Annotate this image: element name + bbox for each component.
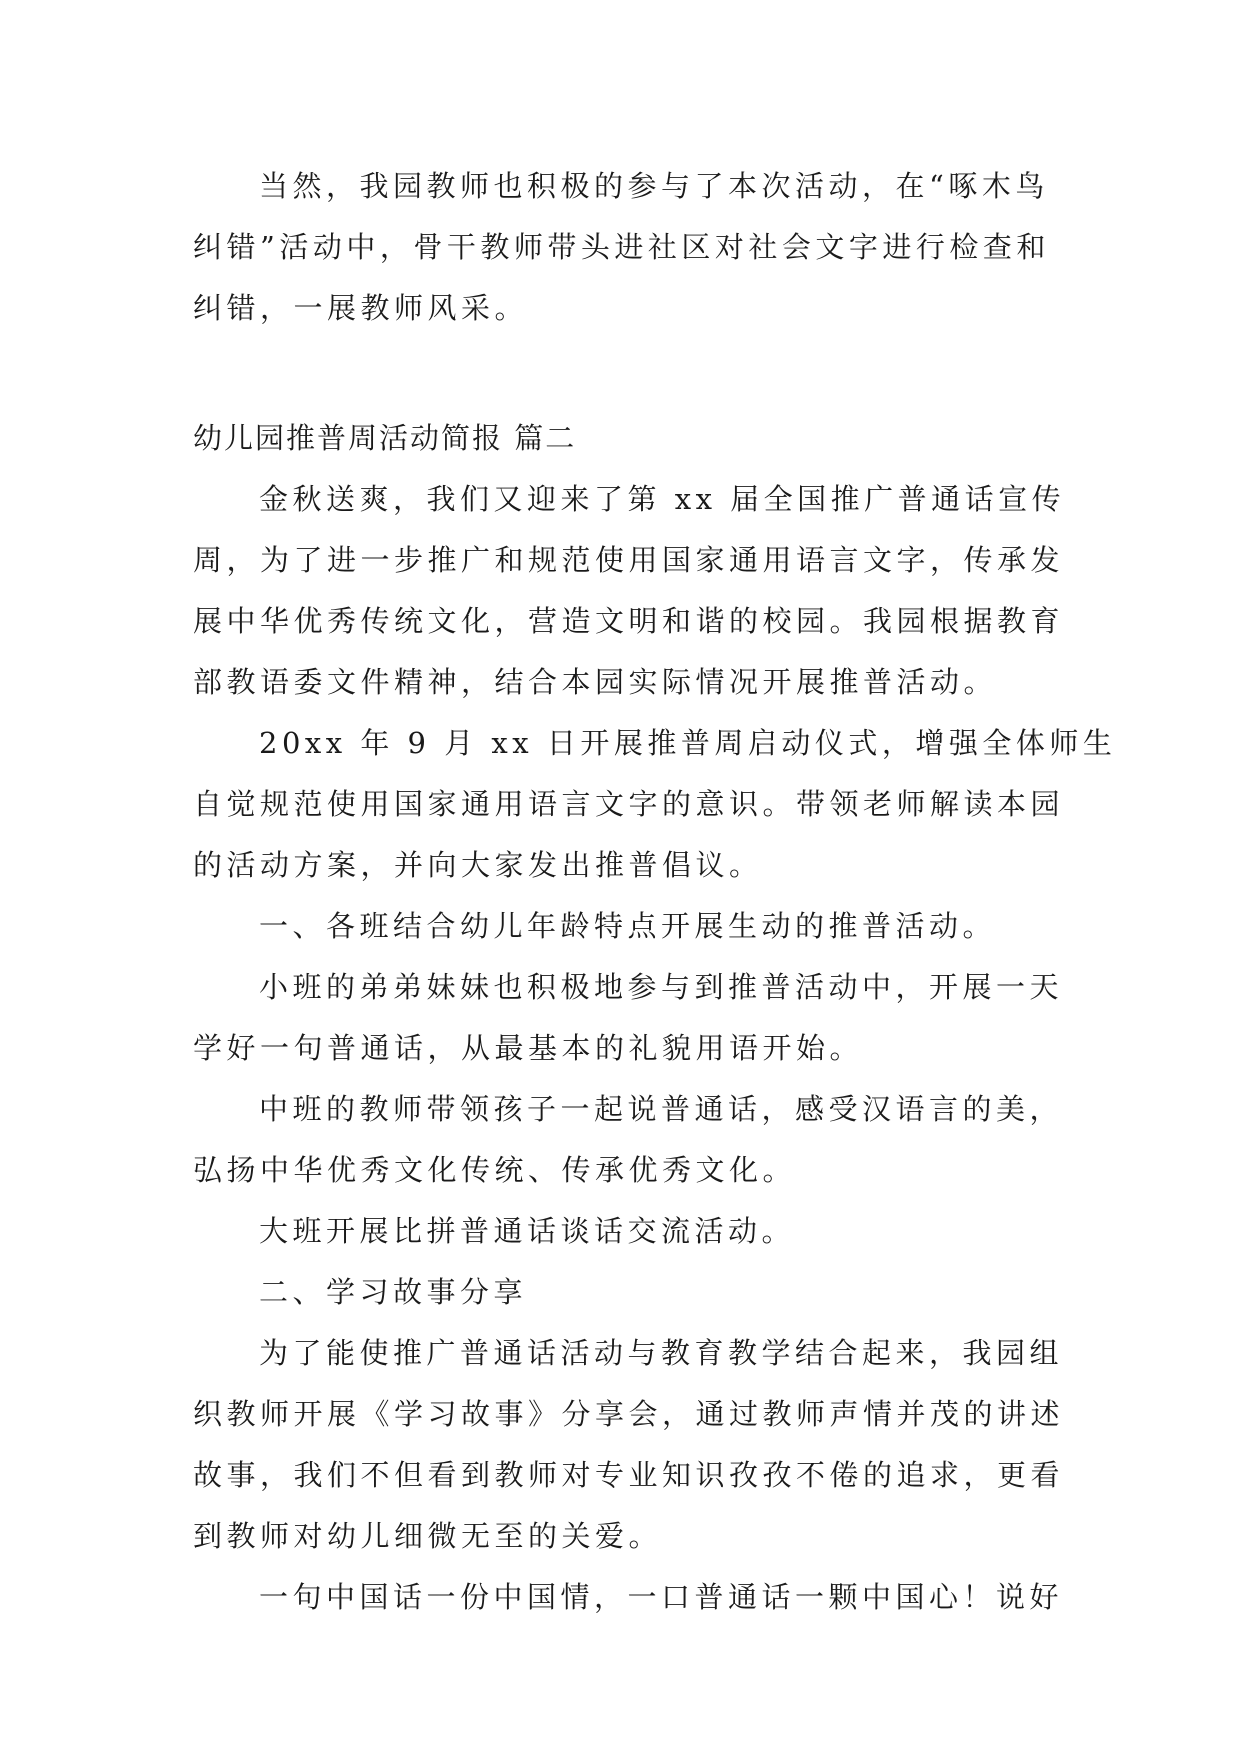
text-line: 纠错”活动中，骨干教师带头进社区对社会文字进行检查和 [193, 230, 1050, 264]
text-line: 织教师开展《学习故事》分享会，通过教师声情并茂的讲述 [193, 1397, 1065, 1431]
document-page [193, 156, 1117, 1628]
paragraph-story-sharing [193, 1323, 1065, 1567]
text-line: 的活动方案，并向大家发出推普倡议。 [193, 848, 763, 882]
text-line: 到教师对幼儿细微无至的关爱。 [193, 1519, 663, 1553]
text-line: 展中华优秀传统文化，营造文明和谐的校园。我园根据教育 [193, 604, 1065, 638]
section-gap [193, 339, 1053, 408]
text-line: 小班的弟弟妹妹也积极地参与到推普活动中，开展一天 [259, 970, 1064, 1004]
text-line: 二、学习故事分享 [259, 1275, 528, 1309]
paragraph-intro [193, 469, 1066, 713]
text-line: 自觉规范使用国家通用语言文字的意识。带领老师解读本园 [193, 787, 1065, 821]
paragraph-big-class [193, 1201, 1053, 1262]
text-line: 金秋送爽，我们又迎来了第 xx 届全国推广普通话宣传 [259, 482, 1066, 516]
text-line: 一句中国话一份中国情，一口普通话一颗中国心！说好 [259, 1580, 1064, 1614]
text-line: 大班开展比拼普通话谈话交流活动。 [259, 1214, 796, 1248]
text-line: 中班的教师带领孩子一起说普通话，感受汉语言的美， [259, 1092, 1064, 1126]
paragraph-item-two [193, 1262, 1053, 1323]
text-line: 当然，我园教师也积极的参与了本次活动，在“啄木鸟 [259, 169, 1049, 203]
text-line: 部教语委文件精神，结合本园实际情况开展推普活动。 [193, 665, 998, 699]
text-line: 故事，我们不但看到教师对专业知识孜孜不倦的追求，更看 [193, 1458, 1065, 1492]
paragraph-middle-class [193, 1079, 1064, 1201]
paragraph-item-one [193, 896, 1053, 957]
paragraph-closing [193, 1567, 1064, 1628]
text-line: 20xx 年 9 月 xx 日开展推普周启动仪式，增强全体师生 [259, 726, 1117, 760]
section-heading: 幼儿园推普周活动简报 篇二 [193, 421, 577, 455]
text-line: 弘扬中华优秀文化传统、传承优秀文化。 [193, 1153, 797, 1187]
paragraph-teachers-participation [193, 156, 1053, 339]
text-line: 周，为了进一步推广和规范使用国家通用语言文字，传承发 [193, 543, 1065, 577]
text-line: 一、各班结合幼儿年龄特点开展生动的推普活动。 [259, 909, 997, 943]
text-line: 为了能使推广普通话活动与教育教学结合起来，我园组 [259, 1336, 1064, 1370]
text-line: 学好一句普通话，从最基本的礼貌用语开始。 [193, 1031, 864, 1065]
paragraph-launch-ceremony [193, 713, 1117, 896]
text-line: 纠错，一展教师风采。 [193, 291, 529, 325]
paragraph-small-class [193, 957, 1064, 1079]
